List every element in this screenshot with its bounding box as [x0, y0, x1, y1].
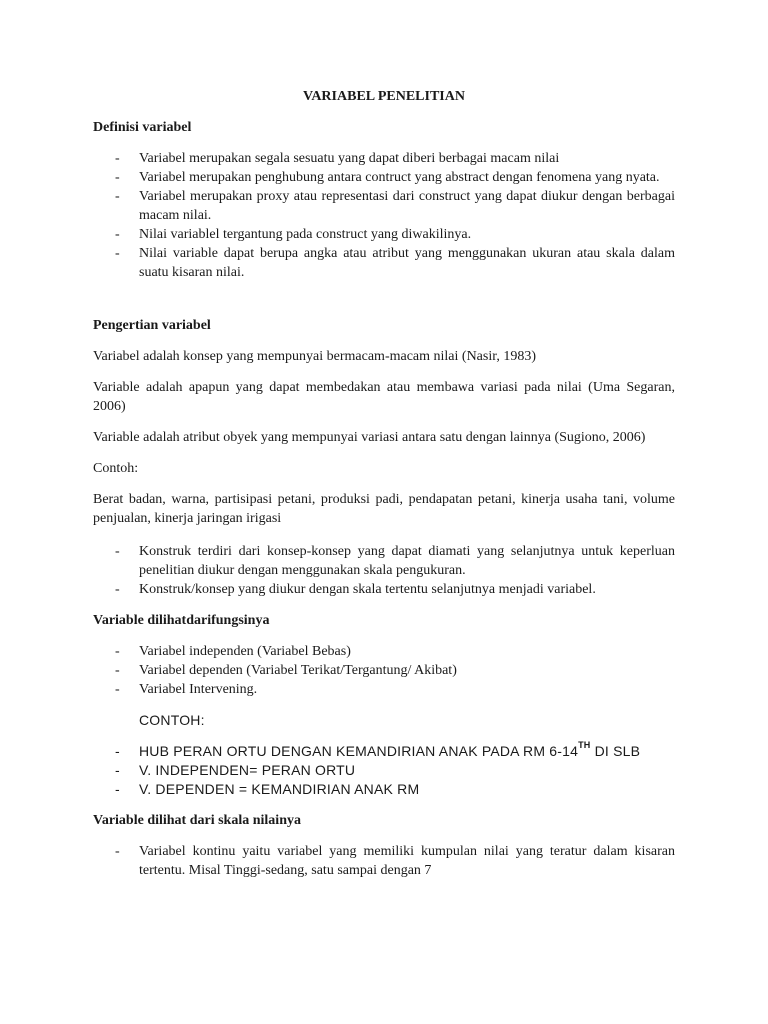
- list-item: [93, 225, 675, 244]
- list-item-text: Konstruk terdiri dari konsep-konsep yang dapat diamati yang selanjutnya untuk keperluan penelitian diukur dengan menggunakan skala pengukuran.: [139, 544, 675, 578]
- list-item: [93, 642, 675, 661]
- heading-pengertian: Pengertian variabel: [93, 318, 211, 333]
- dash-bullet: -: [115, 663, 120, 678]
- list-item-text: Variabel merupakan segala sesuatu yang dapat diberi berbagai macam nilai: [139, 151, 560, 166]
- list-item: [93, 187, 675, 225]
- list-item-text: V. DEPENDEN = KEMANDIRIAN ANAK RM: [139, 781, 420, 797]
- list-item-text: Nilai variable dapat berupa angka atau atribut yang menggunakan ukuran atau skala dalam suatu kisaran nilai.: [139, 246, 675, 280]
- contoh-label: CONTOH:: [139, 712, 205, 728]
- dash-bullet: -: [115, 644, 120, 659]
- list-item-text: Variabel independen (Variabel Bebas): [139, 644, 351, 659]
- list-item: [93, 742, 675, 761]
- fungsi-list: [93, 642, 675, 699]
- list-item: [93, 149, 675, 168]
- list-item-text: DI SLB: [590, 743, 641, 759]
- paragraph: Contoh:: [93, 461, 139, 476]
- document-body: [93, 87, 675, 880]
- list-item: [93, 542, 675, 580]
- document-title: VARIABEL PENELITIAN: [303, 89, 465, 104]
- dash-bullet: -: [115, 227, 120, 242]
- list-item: [93, 244, 675, 282]
- superscript: TH: [578, 740, 591, 751]
- list-item-text: Variabel merupakan proxy atau representasi dari construct yang dapat diukur dengan berbagai macam nilai.: [139, 189, 675, 223]
- dash-bullet: -: [115, 189, 120, 204]
- dash-bullet: -: [115, 682, 120, 697]
- heading-skala: Variable dilihat dari skala nilainya: [93, 813, 301, 828]
- konstruk-list: [93, 542, 675, 599]
- list-item: [93, 680, 675, 699]
- paragraph: Variable adalah atribut obyek yang mempunyai variasi antara satu dengan lainnya (Sugiono, 2006): [93, 430, 646, 445]
- list-item: [93, 842, 675, 880]
- paragraph: Variabel adalah konsep yang mempunyai bermacam-macam nilai (Nasir, 1983): [93, 349, 536, 364]
- dash-bullet: -: [115, 246, 120, 261]
- heading-definisi: Definisi variabel: [93, 120, 192, 135]
- dash-bullet: -: [115, 151, 120, 166]
- dash-bullet: -: [115, 781, 120, 797]
- list-item: [93, 780, 675, 799]
- dash-bullet: -: [115, 544, 120, 559]
- list-item: [93, 761, 675, 780]
- list-item-text: Konstruk/konsep yang diukur dengan skala tertentu selanjutnya menjadi variabel.: [139, 582, 596, 597]
- paragraph: Berat badan, warna, partisipasi petani, produksi padi, pendapatan petani, kinerja usaha tani, volume penjualan, kinerja jaringan irigasi: [93, 492, 675, 526]
- contoh-list: [93, 742, 675, 799]
- skala-list: [93, 842, 675, 880]
- dash-bullet: -: [115, 582, 120, 597]
- list-item-text: Variabel merupakan penghubung antara contruct yang abstract dengan fenomena yang nyata.: [139, 170, 660, 185]
- definisi-list: [93, 149, 675, 282]
- list-item-text: Variabel kontinu yaitu variabel yang memiliki kumpulan nilai yang teratur dalam kisaran tertentu. Misal Tinggi-sedang, satu sampai dengan 7: [139, 844, 675, 878]
- list-item: [93, 168, 675, 187]
- list-item-text: Variabel dependen (Variabel Terikat/Tergantung/ Akibat): [139, 663, 457, 678]
- list-item-text: V. INDEPENDEN= PERAN ORTU: [139, 762, 356, 778]
- heading-fungsi: Variable dilihatdarifungsinya: [93, 613, 270, 628]
- dash-bullet: -: [115, 743, 120, 759]
- paragraph: Variable adalah apapun yang dapat membedakan atau membawa variasi pada nilai (Uma Segaran, 2006): [93, 380, 675, 414]
- list-item-text: Nilai variablel tergantung pada construct yang diwakilinya.: [139, 227, 472, 242]
- list-item: [93, 580, 675, 599]
- dash-bullet: -: [115, 170, 120, 185]
- list-item: [93, 661, 675, 680]
- dash-bullet: -: [115, 844, 120, 859]
- list-item-text: Variabel Intervening.: [139, 682, 258, 697]
- dash-bullet: -: [115, 762, 120, 778]
- list-item-text: HUB PERAN ORTU DENGAN KEMANDIRIAN ANAK PADA RM 6-14: [139, 743, 579, 759]
